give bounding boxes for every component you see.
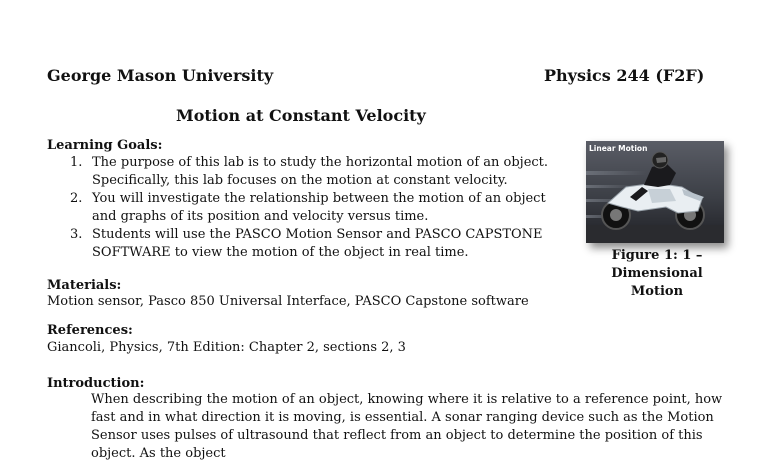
learning-goal-item	[60, 190, 550, 226]
figure-caption: Figure 1: 1 – Dimensional Motion	[611, 248, 703, 299]
learning-goal-item	[60, 226, 550, 262]
materials-text: Motion sensor, Pasco 850 Universal Interface, PASCO Capstone software	[47, 294, 529, 309]
introduction-heading: Introduction:	[47, 376, 145, 391]
learning-goals-list	[60, 154, 550, 262]
motorcycle-figure	[586, 141, 724, 243]
document-title: Motion at Constant Velocity	[176, 106, 426, 125]
learning-goal-number: 1.	[70, 155, 83, 170]
introduction-text: When describing the motion of an object, knowing where it is relative to a reference point, how fast and in what direction it is moving, is essential. A sonar ranging device such as the Motion Sensor uses pulses of ultrasound that reflect from an object to determine the position of this object. As the object	[91, 392, 723, 461]
motorcycle-image	[586, 141, 724, 243]
learning-goal-number: 2.	[70, 191, 83, 206]
course-name: Physics 244 (F2F)	[544, 66, 705, 85]
learning-goal-text: Students will use the PASCO Motion Sensor and PASCO CAPSTONE SOFTWARE to view the motion of the object in real time.	[92, 227, 543, 260]
learning-goal-text: The purpose of this lab is to study the horizontal motion of an object. Specifically, this lab focuses on the motion at constant velocity.	[92, 155, 549, 188]
materials-heading: Materials:	[47, 278, 122, 293]
references-text: Giancoli, Physics, 7th Edition: Chapter 2, sections 2, 3	[47, 340, 406, 355]
learning-goal-item	[60, 154, 550, 190]
learning-goal-text: You will investigate the relationship between the motion of an object and graphs of its position and velocity versus time.	[92, 191, 546, 224]
learning-goal-number: 3.	[70, 227, 83, 242]
university-name: George Mason University	[47, 66, 274, 85]
learning-goals-heading: Learning Goals:	[47, 138, 163, 153]
figure-image-label: Linear Motion	[589, 144, 648, 153]
references-heading: References:	[47, 323, 133, 338]
